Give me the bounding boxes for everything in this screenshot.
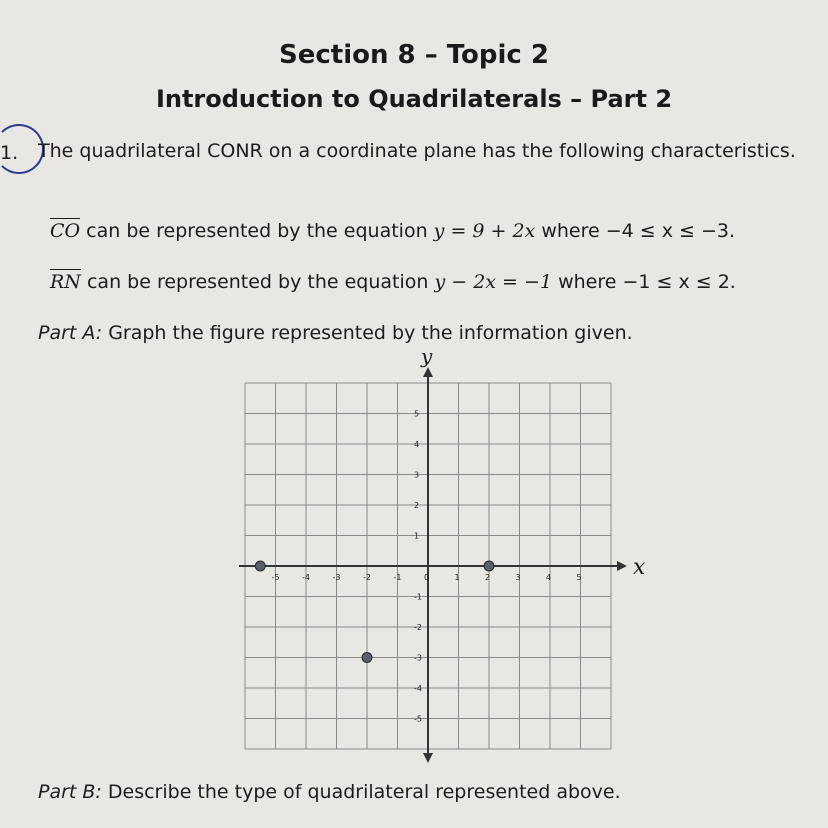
part-a-label: Part A: [38, 322, 103, 344]
x-axis-label: x [633, 555, 646, 580]
y-tick-label: -4 [414, 684, 422, 693]
x-tick-label: -5 [271, 573, 280, 582]
segment-co-label: CO [50, 220, 81, 242]
y-axis-label: y [421, 344, 433, 368]
x-tick-label: -3 [332, 573, 341, 582]
coordinate-grid[interactable] [240, 344, 646, 775]
part-b-label: Part B: [38, 781, 102, 803]
y-tick-label: 3 [414, 470, 420, 480]
part-a-text: Graph the figure represented by the information given. [102, 322, 633, 344]
y-tick-label: 5 [414, 409, 420, 419]
x-tick-label: -2 [363, 573, 371, 582]
plotted-point [255, 561, 265, 571]
part-b-prompt [38, 781, 621, 803]
plotted-point [362, 653, 372, 663]
y-tick-label: 1 [414, 531, 420, 541]
x-tick-label: 3 [515, 573, 521, 582]
segment-rn-domain: where −1 ≤ x ≤ 2. [552, 271, 736, 293]
x-tick-label: -1 [393, 573, 402, 582]
part-b-text: Describe the type of quadrilateral represented above. [101, 781, 621, 803]
segment-rn-equation: y − 2x = −1 [434, 271, 553, 293]
y-tick-label: 4 [414, 440, 420, 449]
y-axis-arrow-icon [423, 367, 433, 377]
segment-co-text: can be represented by the equation [80, 220, 434, 242]
section-title: Section 8 – Topic 2 [279, 40, 549, 70]
x-tick-label: 2 [485, 573, 491, 582]
segment-co-equation: y = 9 + 2x [433, 220, 536, 242]
y-tick-label: -5 [414, 714, 422, 724]
question-text: The quadrilateral CONR on a coordinate plane has the following characteristics. [38, 140, 796, 162]
x-tick-label: 1 [454, 573, 460, 582]
segment-rn-line [50, 271, 736, 293]
x-tick-label: -4 [302, 573, 310, 582]
segment-rn-text: can be represented by the equation [80, 271, 435, 293]
segment-co-domain: where −4 ≤ x ≤ −3. [535, 220, 736, 242]
x-tick-label: 4 [546, 573, 552, 582]
question-number: 1. [0, 142, 19, 164]
y-tick-label: -3 [414, 653, 422, 663]
part-a-prompt [38, 322, 633, 344]
plotted-point [484, 561, 494, 571]
y-tick-label: -1 [414, 592, 422, 602]
y-tick-label: -2 [414, 623, 422, 632]
y-tick-label: 2 [414, 501, 420, 510]
x-tick-label: 5 [576, 573, 582, 582]
y-axis-down-arrow-icon [423, 753, 433, 763]
topic-title: Introduction to Quadrilaterals – Part 2 [155, 85, 673, 113]
x-axis-arrow-icon [617, 561, 627, 571]
segment-rn-label: RN [50, 271, 81, 293]
x-tick-label: 0 [424, 573, 430, 582]
segment-co-line [50, 220, 735, 242]
